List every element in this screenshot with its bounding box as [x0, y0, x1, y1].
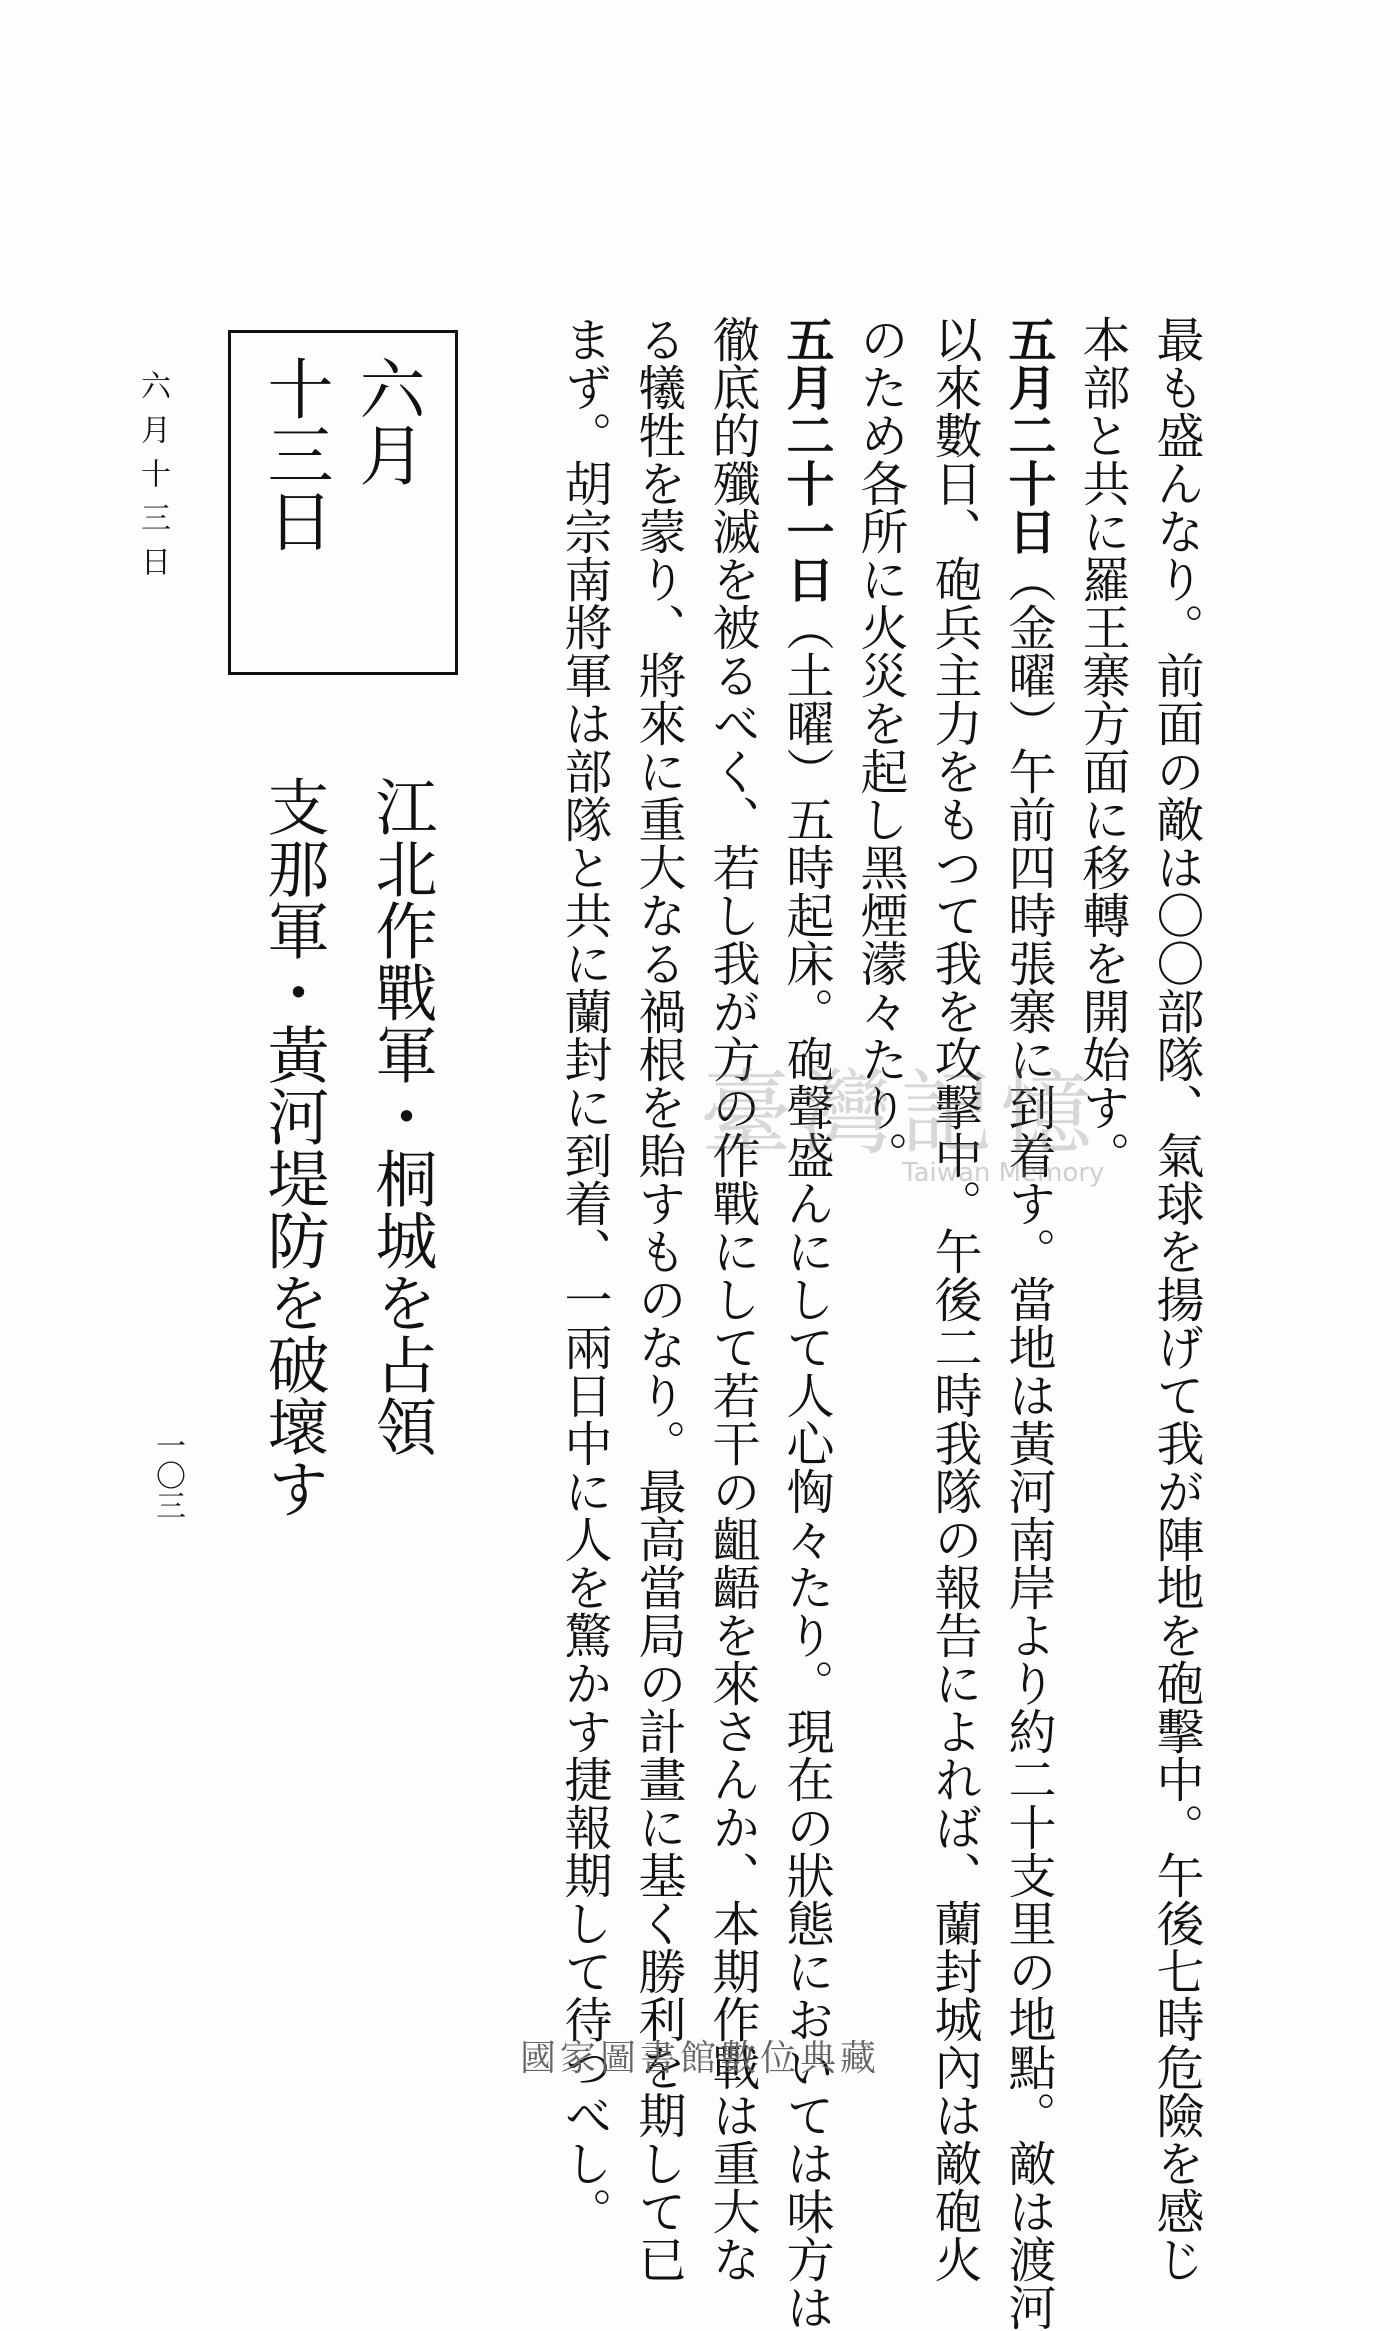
weekday-label: （土曜）	[778, 603, 834, 795]
date-box	[228, 330, 458, 675]
body-line-4: 以來數日、砲兵主力をもつて我を攻擊中。午後二時我隊の報告によれば、蘭封城內は敵砲火	[926, 315, 982, 2283]
headline-line-1: 江北作戰軍・桐城を占領	[365, 775, 438, 1457]
watermark-logo: 臺灣記憶	[700, 1060, 1101, 1167]
date-box-day: 十三日	[256, 355, 333, 553]
body-line-2: 本部と共に羅王寨方面に移轉を開始す。	[1074, 315, 1130, 1179]
diary-date-heading: 五月二十日	[1000, 315, 1056, 555]
body-line-6-text: 五時起床。砲聲盛んにして人心恟々たり。現在の狀態においては味方は	[778, 795, 834, 2331]
weekday-label: （金曜）	[1000, 555, 1056, 747]
running-date: 六月十三日	[135, 370, 170, 590]
body-line-6	[778, 315, 834, 2331]
body-line-1: 最も盛んなり。前面の敵は〇〇部隊、氣球を揚げて我が陣地を砲擊中。午後七時危險を感じ	[1148, 315, 1204, 2283]
page-number: 一〇三	[150, 1430, 185, 1520]
body-line-3	[1000, 315, 1056, 2331]
date-box-month: 六月	[348, 355, 425, 487]
headline-line-2: 支那軍・黃河堤防を破壞す	[257, 775, 330, 1519]
archive-footer: 國家圖書館數位典藏	[519, 2038, 880, 2079]
body-line-9: まず。胡宗南將軍は部隊と共に蘭封に到着、一兩日中に人を驚かす捷報期して待つべし。	[556, 315, 612, 2235]
watermark-subtext: Taiwan Memory	[902, 1158, 1105, 1188]
body-line-5: のため各所に火災を起し黑煙濛々たり。	[852, 315, 908, 1179]
body-line-8: る犧牲を蒙り、將來に重大なる禍根を貽すものなり。最高當局の計畫に基く勝利を期して已	[630, 315, 686, 2283]
body-line-3-text: 午前四時張寨に到着す。當地は黃河南岸より約二十支里の地點。敵は渡河	[1000, 747, 1056, 2331]
body-line-7: 徹底的殲滅を被るべく、若し我が方の作戰にして若干の齟齬を來さんか、本期作戰は重大な	[704, 315, 760, 2283]
diary-date-heading: 五月二十一日	[778, 315, 834, 603]
